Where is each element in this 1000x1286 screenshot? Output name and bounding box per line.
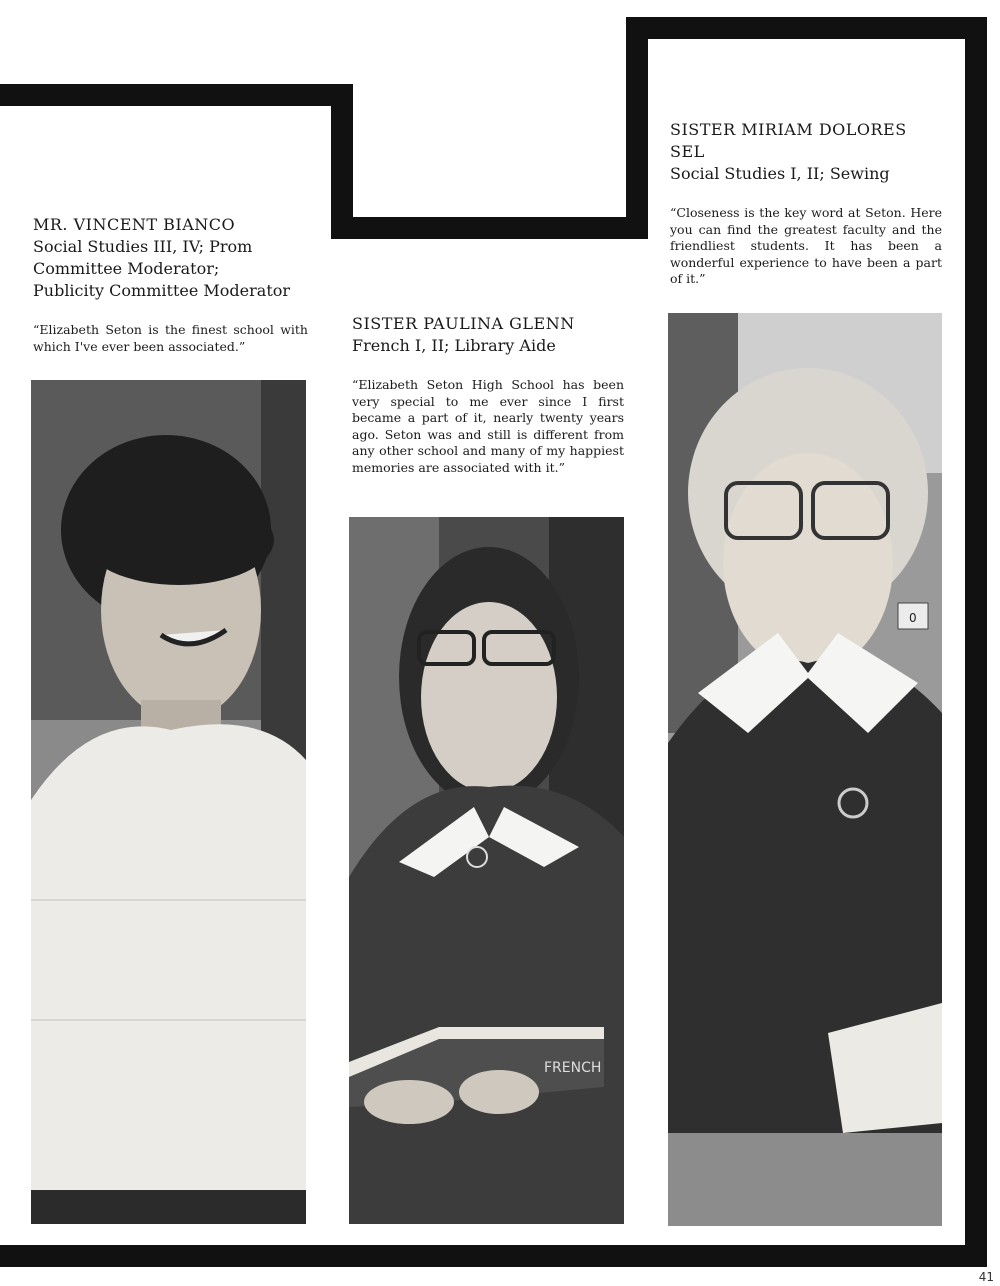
photo-bianco bbox=[31, 380, 306, 1224]
faculty-entry-glenn bbox=[352, 313, 624, 476]
photo-glenn bbox=[349, 517, 624, 1224]
faculty-entry-sel bbox=[670, 119, 942, 288]
faculty-quote: “Elizabeth Seton High School has been very special to me ever since I first became a part of it, nearly twenty years ago. Seton was and still is different from any other school and many of my happiest memories are associated with it.” bbox=[352, 377, 624, 475]
faculty-entry-bianco bbox=[33, 214, 308, 355]
faculty-subjects: Social Studies III, IV; Prom Committee Moderator; Publicity Committee Moderator bbox=[33, 237, 291, 300]
faculty-name: SISTER MIRIAM DOLORES SEL bbox=[670, 120, 907, 161]
faculty-quote: “Elizabeth Seton is the finest school with which I've ever been associated.” bbox=[33, 322, 308, 354]
book-cover-label: FRENCH bbox=[544, 1060, 602, 1076]
faculty-subjects: French I, II; Library Aide bbox=[352, 336, 556, 355]
faculty-subjects: Social Studies I, II; Sewing bbox=[670, 164, 890, 183]
map-tag: 0 bbox=[909, 611, 917, 625]
photo-sel bbox=[668, 313, 942, 1226]
faculty-name: MR. VINCENT BIANCO bbox=[33, 215, 236, 234]
faculty-quote: “Closeness is the key word at Seton. Here you can find the greatest faculty and the friendliest students. It has been a wonderful experience to have been a part of it.” bbox=[670, 205, 942, 286]
faculty-name: SISTER PAULINA GLENN bbox=[352, 314, 575, 333]
page-number: 41 bbox=[978, 1270, 994, 1284]
